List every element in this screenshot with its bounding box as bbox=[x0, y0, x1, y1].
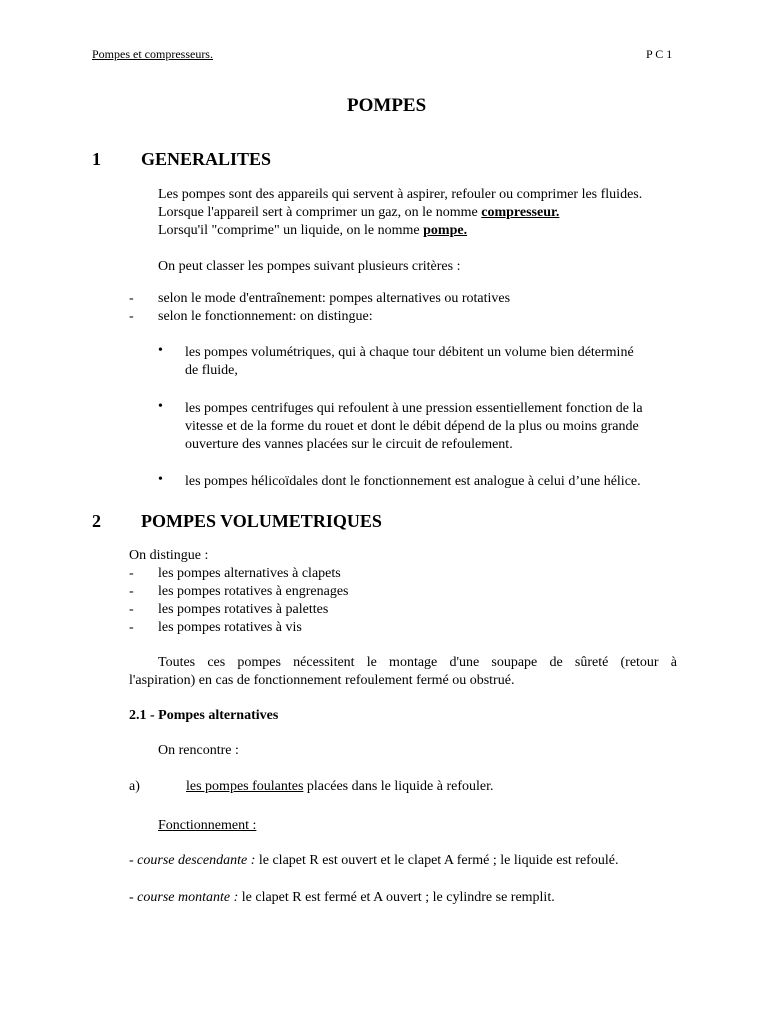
classification-intro: On peut classer les pompes suivant plusieurs critères : bbox=[158, 259, 461, 274]
dash-marker: - bbox=[129, 602, 134, 617]
dash-marker: - bbox=[129, 620, 134, 635]
bullet-centrifugal-line-2: vitesse et de la forme du rouet et dont le débit dépend de la plus ou moins grande bbox=[185, 419, 639, 434]
subsection-2-1-title: 2.1 - Pompes alternatives bbox=[129, 708, 279, 723]
bullet-volumetric-line-1: les pompes volumétriques, qui à chaque tour débitent un volume bien déterminé bbox=[185, 345, 634, 360]
course-montante-text: le clapet R est fermé et A ouvert ; le cylindre se remplit. bbox=[238, 890, 555, 905]
section-1-title: GENERALITES bbox=[141, 149, 272, 169]
dash-marker: - bbox=[129, 584, 134, 599]
dash-marker: - bbox=[129, 309, 134, 324]
bullet-marker: • bbox=[158, 399, 163, 414]
type-item-3: les pompes rotatives à palettes bbox=[158, 602, 329, 617]
course-dash: - bbox=[129, 853, 138, 868]
course-montante-label: course montante : bbox=[137, 890, 239, 905]
safety-valve-paragraph-line-1: Toutes ces pompes nécessitent le montage d'une soupape de sûreté (retour à bbox=[158, 655, 677, 670]
intro-line-2 bbox=[158, 204, 559, 222]
intro-line-3-text: Lorsqu'il "comprime" un liquide, on le nomme bbox=[158, 223, 424, 238]
item-a-label: a) bbox=[129, 779, 140, 794]
subsection-intro: On rencontre : bbox=[158, 743, 239, 758]
bullet-centrifugal-line-3: ouverture des vannes placées sur le circuit de refoulement. bbox=[185, 437, 513, 452]
intro-line-1: Les pompes sont des appareils qui servent à aspirer, refouler ou comprimer les fluides. bbox=[158, 187, 643, 202]
section-1-number: 1 bbox=[92, 149, 101, 169]
course-descendante-text: le clapet R est ouvert et le clapet A fermé ; le liquide est refoulé. bbox=[255, 853, 619, 868]
term-pompes-foulantes: les pompes foulantes bbox=[186, 779, 304, 794]
section-2-number: 2 bbox=[92, 511, 101, 531]
bullet-centrifugal-line-1: les pompes centrifuges qui refoulent à une pression essentiellement fonction de la bbox=[185, 401, 643, 416]
course-montante-line bbox=[129, 889, 555, 907]
bullet-helicoidal: les pompes hélicoïdales dont le fonctionnement est analogue à celui d’une hélice. bbox=[185, 474, 641, 489]
types-intro: On distingue : bbox=[129, 548, 209, 563]
page-title: POMPES bbox=[347, 95, 427, 116]
type-item-4: les pompes rotatives à vis bbox=[158, 620, 302, 635]
course-dash: - bbox=[129, 890, 138, 905]
bullet-marker: • bbox=[158, 472, 163, 487]
running-header-title: Pompes et compresseurs. bbox=[92, 47, 213, 61]
course-descendante-line bbox=[129, 852, 618, 870]
bullet-marker: • bbox=[158, 343, 163, 358]
item-a-rest: placées dans le liquide à refouler. bbox=[303, 779, 494, 794]
term-compresseur: compresseur. bbox=[481, 205, 560, 220]
fonctionnement-heading: Fonctionnement : bbox=[158, 818, 257, 833]
intro-line-2-text: Lorsque l'appareil sert à comprimer un gaz, on le nomme bbox=[158, 205, 482, 220]
criteria-item-1: selon le mode d'entraînement: pompes alternatives ou rotatives bbox=[158, 291, 511, 306]
intro-line-3 bbox=[158, 222, 467, 240]
course-descendante-label: course descendante : bbox=[137, 853, 256, 868]
safety-valve-paragraph-line-2: l'aspiration) en cas de fonctionnement refoulement fermé ou obstrué. bbox=[129, 673, 515, 688]
dash-marker: - bbox=[129, 566, 134, 581]
bullet-volumetric-line-2: de fluide, bbox=[185, 363, 238, 378]
criteria-item-2: selon le fonctionnement: on distingue: bbox=[158, 309, 373, 324]
term-pompe: pompe. bbox=[423, 223, 468, 238]
running-header-page-code: P C 1 bbox=[646, 47, 673, 61]
type-item-2: les pompes rotatives à engrenages bbox=[158, 584, 349, 599]
dash-marker: - bbox=[129, 291, 134, 306]
type-item-1: les pompes alternatives à clapets bbox=[158, 566, 341, 581]
item-a-text bbox=[186, 778, 494, 796]
section-2-title: POMPES VOLUMETRIQUES bbox=[141, 511, 382, 531]
